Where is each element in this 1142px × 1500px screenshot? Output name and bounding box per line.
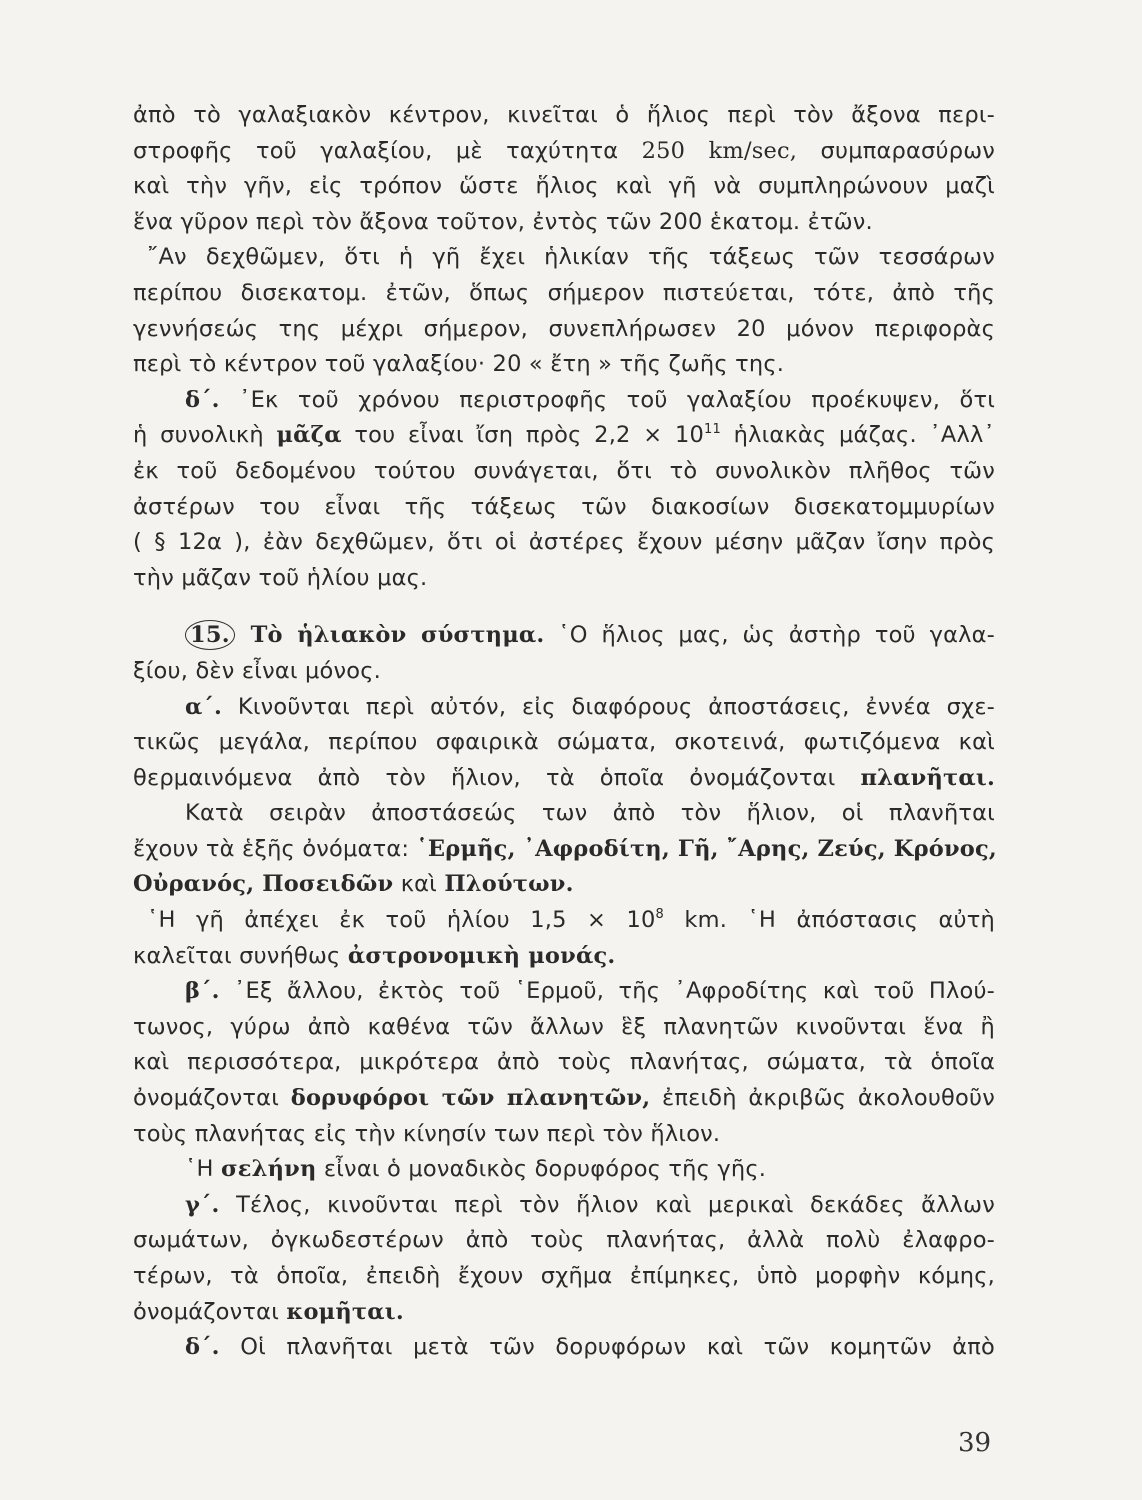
line-text: του εἶναι ἴση πρὸς 2,2 × 10 (354, 422, 704, 449)
line-text: ἀστέρων του εἶναι τῆς τάξεως τῶν διακοσίων δισεκατομμυρίων (133, 493, 995, 520)
text-line (133, 312, 995, 348)
text-line (133, 98, 995, 134)
text-line (133, 276, 995, 312)
text-line (133, 690, 995, 726)
line-text: ἕνα γῦρον περὶ τὸν ἄξονα τοῦτον, ἐντὸς τῶν 200 ἑκατομ. ἐτῶν. (133, 208, 873, 235)
item-marker: γ΄. (185, 1191, 220, 1218)
line-text: θερμαινόμενα ἀπὸ τὸν ἥλιον, τὰ ὁποῖα ὀνομάζονται (133, 764, 836, 791)
text-line (133, 347, 995, 383)
line-text: τέρων, τὰ ὁποῖα, ἐπειδὴ ἔχουν σχῆμα ἐπίμηκες, ὑπὸ μορφὴν κόμης, (133, 1263, 995, 1289)
planet-names: ῾Ερμῆς, ᾿Αφροδίτη, Γῆ, ῎Αρης, Ζεύς, Κρόνος, (416, 835, 997, 862)
text-line (133, 832, 995, 868)
body-text (133, 98, 995, 1366)
text-line (133, 1010, 995, 1046)
text-line (133, 1117, 995, 1153)
text-line (133, 205, 995, 241)
line-text: ῾Η (185, 1156, 214, 1183)
line-text: ᾿Εξ ἄλλου, ἐκτὸς τοῦ ῾Ερμοῦ, τῆς ᾿Αφροδίτης καὶ τοῦ Πλού- (234, 978, 996, 1005)
text-line (133, 903, 995, 939)
line-text: εἶναι ὁ μοναδικὸς δορυφόρος τῆς γῆς. (323, 1156, 767, 1183)
line-text: περίπου δισεκατομ. ἐτῶν, ὅπως σήμερον πιστεύεται, τότε, ἀπὸ τῆς (133, 279, 995, 306)
line-text: τικῶς μεγάλα, περίπου σφαιρικὰ σώματα, σκοτεινά, φωτιζόμενα καὶ (133, 729, 995, 756)
text-line (133, 383, 995, 419)
line-text: ῎Αν δεχθῶμεν, ὅτι ἡ γῆ ἔχει ἡλικίαν τῆς τάξεως τῶν τεσσάρων (147, 244, 995, 271)
line-text: ᾿Εκ τοῦ χρόνου περιστροφῆς τοῦ γαλαξίου προέκυψεν, ὅτι (239, 386, 996, 413)
line-text: τωνος, γύρω ἀπὸ καθένα τῶν ἄλλων ἓξ πλανητῶν κινοῦνται ἕνα ἢ (133, 1013, 995, 1040)
section-title: Τὸ ἡλιακὸν σύστημα. (250, 622, 545, 649)
line-text: περὶ τὸ κέντρον τοῦ γαλαξίου· 20 « ἔτη » τῆς ζωῆς της. (133, 351, 785, 378)
line-text: ὀνομάζονται (133, 1085, 280, 1112)
line-text: Τέλος, κινοῦνται περὶ τὸν ἥλιον καὶ μερικαὶ δεκάδες ἄλλων (236, 1191, 995, 1218)
text-line (133, 1188, 995, 1224)
exponent: 11 (704, 422, 721, 438)
text-line (133, 654, 995, 690)
text-line (133, 490, 995, 526)
text-line (133, 454, 995, 490)
line-text: ὀνομάζονται (133, 1298, 280, 1325)
text-line (133, 1081, 995, 1117)
line-text: τοὺς πλανήτας εἰς τὴν κίνησίν των περὶ τὸν ἥλιον. (133, 1120, 721, 1147)
text-line (133, 525, 995, 561)
line-text: ξίου, δὲν εἶναι μόνος. (133, 657, 382, 684)
text-line (133, 974, 995, 1010)
text-line (133, 1152, 995, 1188)
text-line (133, 418, 995, 454)
exponent: 8 (655, 907, 664, 923)
line-text: ἡλιακὰς μάζας. ᾿Αλλ᾿ (733, 422, 996, 449)
section-gap (133, 596, 995, 618)
line-text: Κατὰ σειρὰν ἀποστάσεώς των ἀπὸ τὸν ἥλιον, οἱ πλανῆται (185, 800, 995, 827)
line-text: καὶ (400, 871, 437, 898)
term-bold: μᾶζα (276, 422, 342, 449)
line-text: καὶ περισσότερα, μικρότερα ἀπὸ τοὺς πλανήτας, σώματα, τὰ ὁποῖα (133, 1049, 995, 1076)
planet-names: Οὐρανός, Ποσειδῶν (133, 871, 394, 898)
line-text: ἀπὸ τὸ γαλαξιακὸν κέντρον, κινεῖται ὁ ἥλιος περὶ τὸν ἄξονα περι- (133, 102, 995, 128)
text-line (133, 761, 995, 797)
text-line (133, 169, 995, 205)
line-text: ἔχουν τὰ ἑξῆς ὀνόματα: (133, 835, 410, 862)
text-line (133, 796, 995, 832)
line-text: ἐκ τοῦ δεδομένου τούτου συνάγεται, ὅτι τὸ συνολικὸν πλῆθος τῶν (133, 457, 995, 484)
term-bold: σελήνη (220, 1156, 317, 1183)
planet-names: Πλούτων. (444, 871, 574, 898)
line-text: γεννήσεώς της μέχρι σήμερον, συνεπλήρωσεν 20 μόνον περιφορὰς (133, 315, 995, 342)
item-marker: δ΄. (185, 386, 220, 413)
line-text: τὴν μᾶζαν τοῦ ἡλίου μας. (133, 564, 428, 591)
line-text: συμπαρασύρων (820, 137, 996, 164)
line-text: ῾Ο ἥλιος μας, ὡς ἀστὴρ τοῦ γαλα- (558, 622, 995, 649)
text-line (133, 561, 995, 597)
line-text: ἐπειδὴ ἀκριβῶς ἀκολουθοῦν (661, 1085, 995, 1112)
line-text: km. ῾Η ἀπόστασις αὐτὴ (684, 907, 995, 934)
text-line (133, 1330, 995, 1366)
line-text: στροφῆς τοῦ γαλαξίου, μὲ ταχύτητα (133, 137, 619, 164)
line-text: καλεῖται συνήθως (133, 942, 341, 969)
line-text: ἡ συνολικὴ (133, 422, 264, 449)
speed-value: 250 km/sec, (641, 137, 798, 164)
text-line (133, 134, 995, 170)
term-bold: πλανῆται. (860, 764, 995, 791)
item-marker: δ΄. (185, 1334, 220, 1361)
term-bold: ἀστρονομικὴ μονάς. (347, 942, 616, 969)
text-line (133, 1223, 995, 1259)
section-number: 15. (185, 620, 235, 650)
text-line (133, 867, 995, 903)
line-text: ( § 12α ), ἐὰν δεχθῶμεν, ὅτι οἱ ἀστέρες ἔχουν μέσην μᾶζαν ἴσην πρὸς (133, 529, 995, 556)
item-marker: α΄. (185, 693, 222, 720)
text-line (133, 1045, 995, 1081)
section-heading (133, 618, 995, 654)
term-bold: κομῆται. (286, 1298, 404, 1325)
line-text: σωμάτων, ὀγκωδεστέρων ἀπὸ τοὺς πλανήτας, ἀλλὰ πολὺ ἐλαφρο- (133, 1227, 995, 1254)
page-number: 39 (958, 1428, 992, 1458)
line-text: ῾Η γῆ ἀπέχει ἐκ τοῦ ἡλίου 1,5 × 10 (147, 907, 656, 934)
line-text: καὶ τὴν γῆν, εἰς τρόπον ὥστε ἥλιος καὶ γῆ νὰ συμπληρώνουν μαζὶ (133, 173, 995, 200)
item-marker: β΄. (185, 978, 220, 1005)
term-bold: δορυφόροι τῶν πλανητῶν, (290, 1085, 651, 1112)
line-text: Κινοῦνται περὶ αὐτόν, εἰς διαφόρους ἀποστάσεις, ἐννέα σχε- (237, 693, 995, 720)
line-text: Οἱ πλανῆται μετὰ τῶν δορυφόρων καὶ τῶν κομητῶν ἀπὸ (240, 1334, 995, 1361)
text-line (133, 939, 995, 975)
text-line (133, 240, 995, 276)
text-line (133, 1259, 995, 1295)
text-line (133, 1295, 995, 1331)
text-line (133, 725, 995, 761)
